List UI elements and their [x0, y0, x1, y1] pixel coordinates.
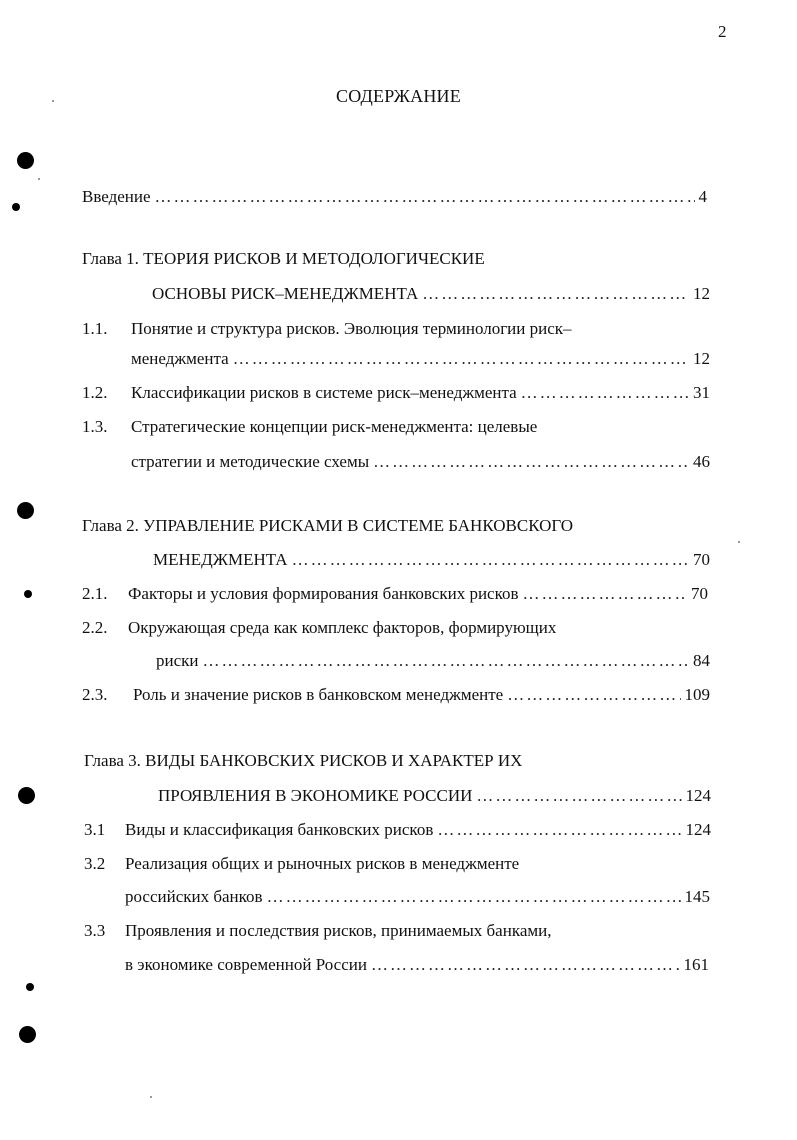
toc-page-number: 4: [698, 187, 707, 206]
toc-entry-chapter-1[interactable]: [152, 283, 710, 305]
toc-page-number: 12: [693, 349, 710, 368]
toc-page-number: 12: [693, 284, 710, 303]
toc-page-number: 31: [693, 383, 710, 402]
section-2-2-title[interactable]: Окружающая среда как комплекс факторов, формирующих: [128, 618, 557, 637]
toc-entry-3-1[interactable]: [125, 819, 711, 841]
leader-dots: [422, 283, 689, 305]
page-number: 2: [718, 22, 727, 41]
leader-dots: [155, 186, 695, 208]
scan-speck: [38, 178, 40, 180]
toc-entry-chapter-2[interactable]: [153, 549, 710, 571]
toc-entry-1-2[interactable]: [131, 382, 710, 404]
leader-dots: [267, 886, 681, 908]
toc-entry-text: российских банков: [125, 887, 263, 906]
leader-dots: [476, 785, 681, 807]
toc-entry-1-1[interactable]: [131, 348, 710, 370]
chapter-3-heading[interactable]: Глава 3. ВИДЫ БАНКОВСКИХ РИСКОВ И ХАРАКТЕР ИХ: [84, 751, 523, 770]
toc-entry-text: Роль и значение рисков в банковском менеджменте: [133, 685, 504, 704]
toc-entry-text: ПРОЯВЛЕНИЯ В ЭКОНОМИКЕ РОССИИ: [158, 786, 473, 805]
page-title: СОДЕРЖАНИЕ: [336, 86, 461, 106]
leader-dots: [233, 348, 689, 370]
toc-entry-text: менеджмента: [131, 349, 229, 368]
section-number: 2.3.: [82, 685, 108, 704]
section-number: 3.3: [84, 921, 106, 940]
toc-page-number: 161: [683, 955, 709, 974]
leader-dots: [292, 549, 689, 571]
toc-entry-chapter-3[interactable]: [158, 785, 711, 807]
toc-entry-intro[interactable]: [82, 186, 707, 208]
toc-page-number: 124: [685, 820, 711, 839]
toc-entry-3-3[interactable]: [125, 954, 709, 976]
leader-dots: [203, 650, 690, 672]
toc-page-number: 70: [693, 550, 710, 569]
leader-dots: [373, 451, 689, 473]
toc-page-number: 84: [693, 651, 710, 670]
punch-hole-mark: [17, 152, 34, 169]
section-number: 3.1: [84, 820, 106, 839]
leader-dots: [437, 819, 681, 841]
toc-entry-3-2[interactable]: [125, 886, 710, 908]
leader-dots: [507, 684, 680, 706]
section-3-3-title[interactable]: Проявления и последствия рисков, принимаемых банками,: [125, 921, 552, 940]
section-number: 2.1.: [82, 584, 108, 603]
punch-hole-mark: [19, 1026, 36, 1043]
section-number: 1.1.: [82, 319, 108, 338]
toc-entry-text: МЕНЕДЖМЕНТА: [153, 550, 288, 569]
section-3-2-title[interactable]: Реализация общих и рыночных рисков в менеджменте: [125, 854, 520, 873]
toc-entry-text: Введение: [82, 187, 151, 206]
toc-entry-text: ОСНОВЫ РИСК–МЕНЕДЖМЕНТА: [152, 284, 419, 303]
toc-entry-text: риски: [156, 651, 199, 670]
section-number: 1.2.: [82, 383, 108, 402]
punch-hole-mark: [17, 502, 34, 519]
toc-entry-text: в экономике современной России: [125, 955, 367, 974]
toc-entry-1-3[interactable]: [131, 451, 710, 473]
punch-hole-mark: [24, 590, 32, 598]
section-1-1-title[interactable]: Понятие и структура рисков. Эволюция терминологии риск–: [131, 319, 572, 338]
section-number: 1.3.: [82, 417, 108, 436]
toc-page-number: 145: [684, 887, 710, 906]
toc-entry-text: Виды и классификация банковских рисков: [125, 820, 434, 839]
toc-page-number: 70: [691, 584, 708, 603]
punch-hole-mark: [18, 787, 35, 804]
scan-speck: [738, 541, 740, 543]
toc-entry-text: Классификации рисков в системе риск–менеджмента: [131, 383, 517, 402]
toc-entry-text: Факторы и условия формирования банковских рисков: [128, 584, 519, 603]
leader-dots: [521, 382, 689, 404]
toc-entry-text: стратегии и методические схемы: [131, 452, 370, 471]
toc-entry-2-1[interactable]: [128, 583, 708, 605]
section-number: 3.2: [84, 854, 106, 873]
leader-dots: [371, 954, 680, 976]
chapter-1-heading[interactable]: Глава 1. ТЕОРИЯ РИСКОВ И МЕТОДОЛОГИЧЕСКИЕ: [82, 249, 485, 268]
toc-page-number: 124: [685, 786, 711, 805]
toc-page-number: 46: [693, 452, 710, 471]
leader-dots: [523, 583, 687, 605]
scan-speck: [150, 1096, 152, 1098]
section-number: 2.2.: [82, 618, 108, 637]
toc-page-number: 109: [684, 685, 710, 704]
section-1-3-title[interactable]: Стратегические концепции риск-менеджмента: целевые: [131, 417, 538, 436]
toc-entry-2-2[interactable]: [156, 650, 710, 672]
chapter-2-heading[interactable]: Глава 2. УПРАВЛЕНИЕ РИСКАМИ В СИСТЕМЕ БАНКОВСКОГО: [82, 516, 574, 535]
toc-entry-2-3[interactable]: [133, 684, 710, 706]
punch-hole-mark: [12, 203, 20, 211]
punch-hole-mark: [26, 983, 34, 991]
scan-speck: [52, 100, 54, 102]
